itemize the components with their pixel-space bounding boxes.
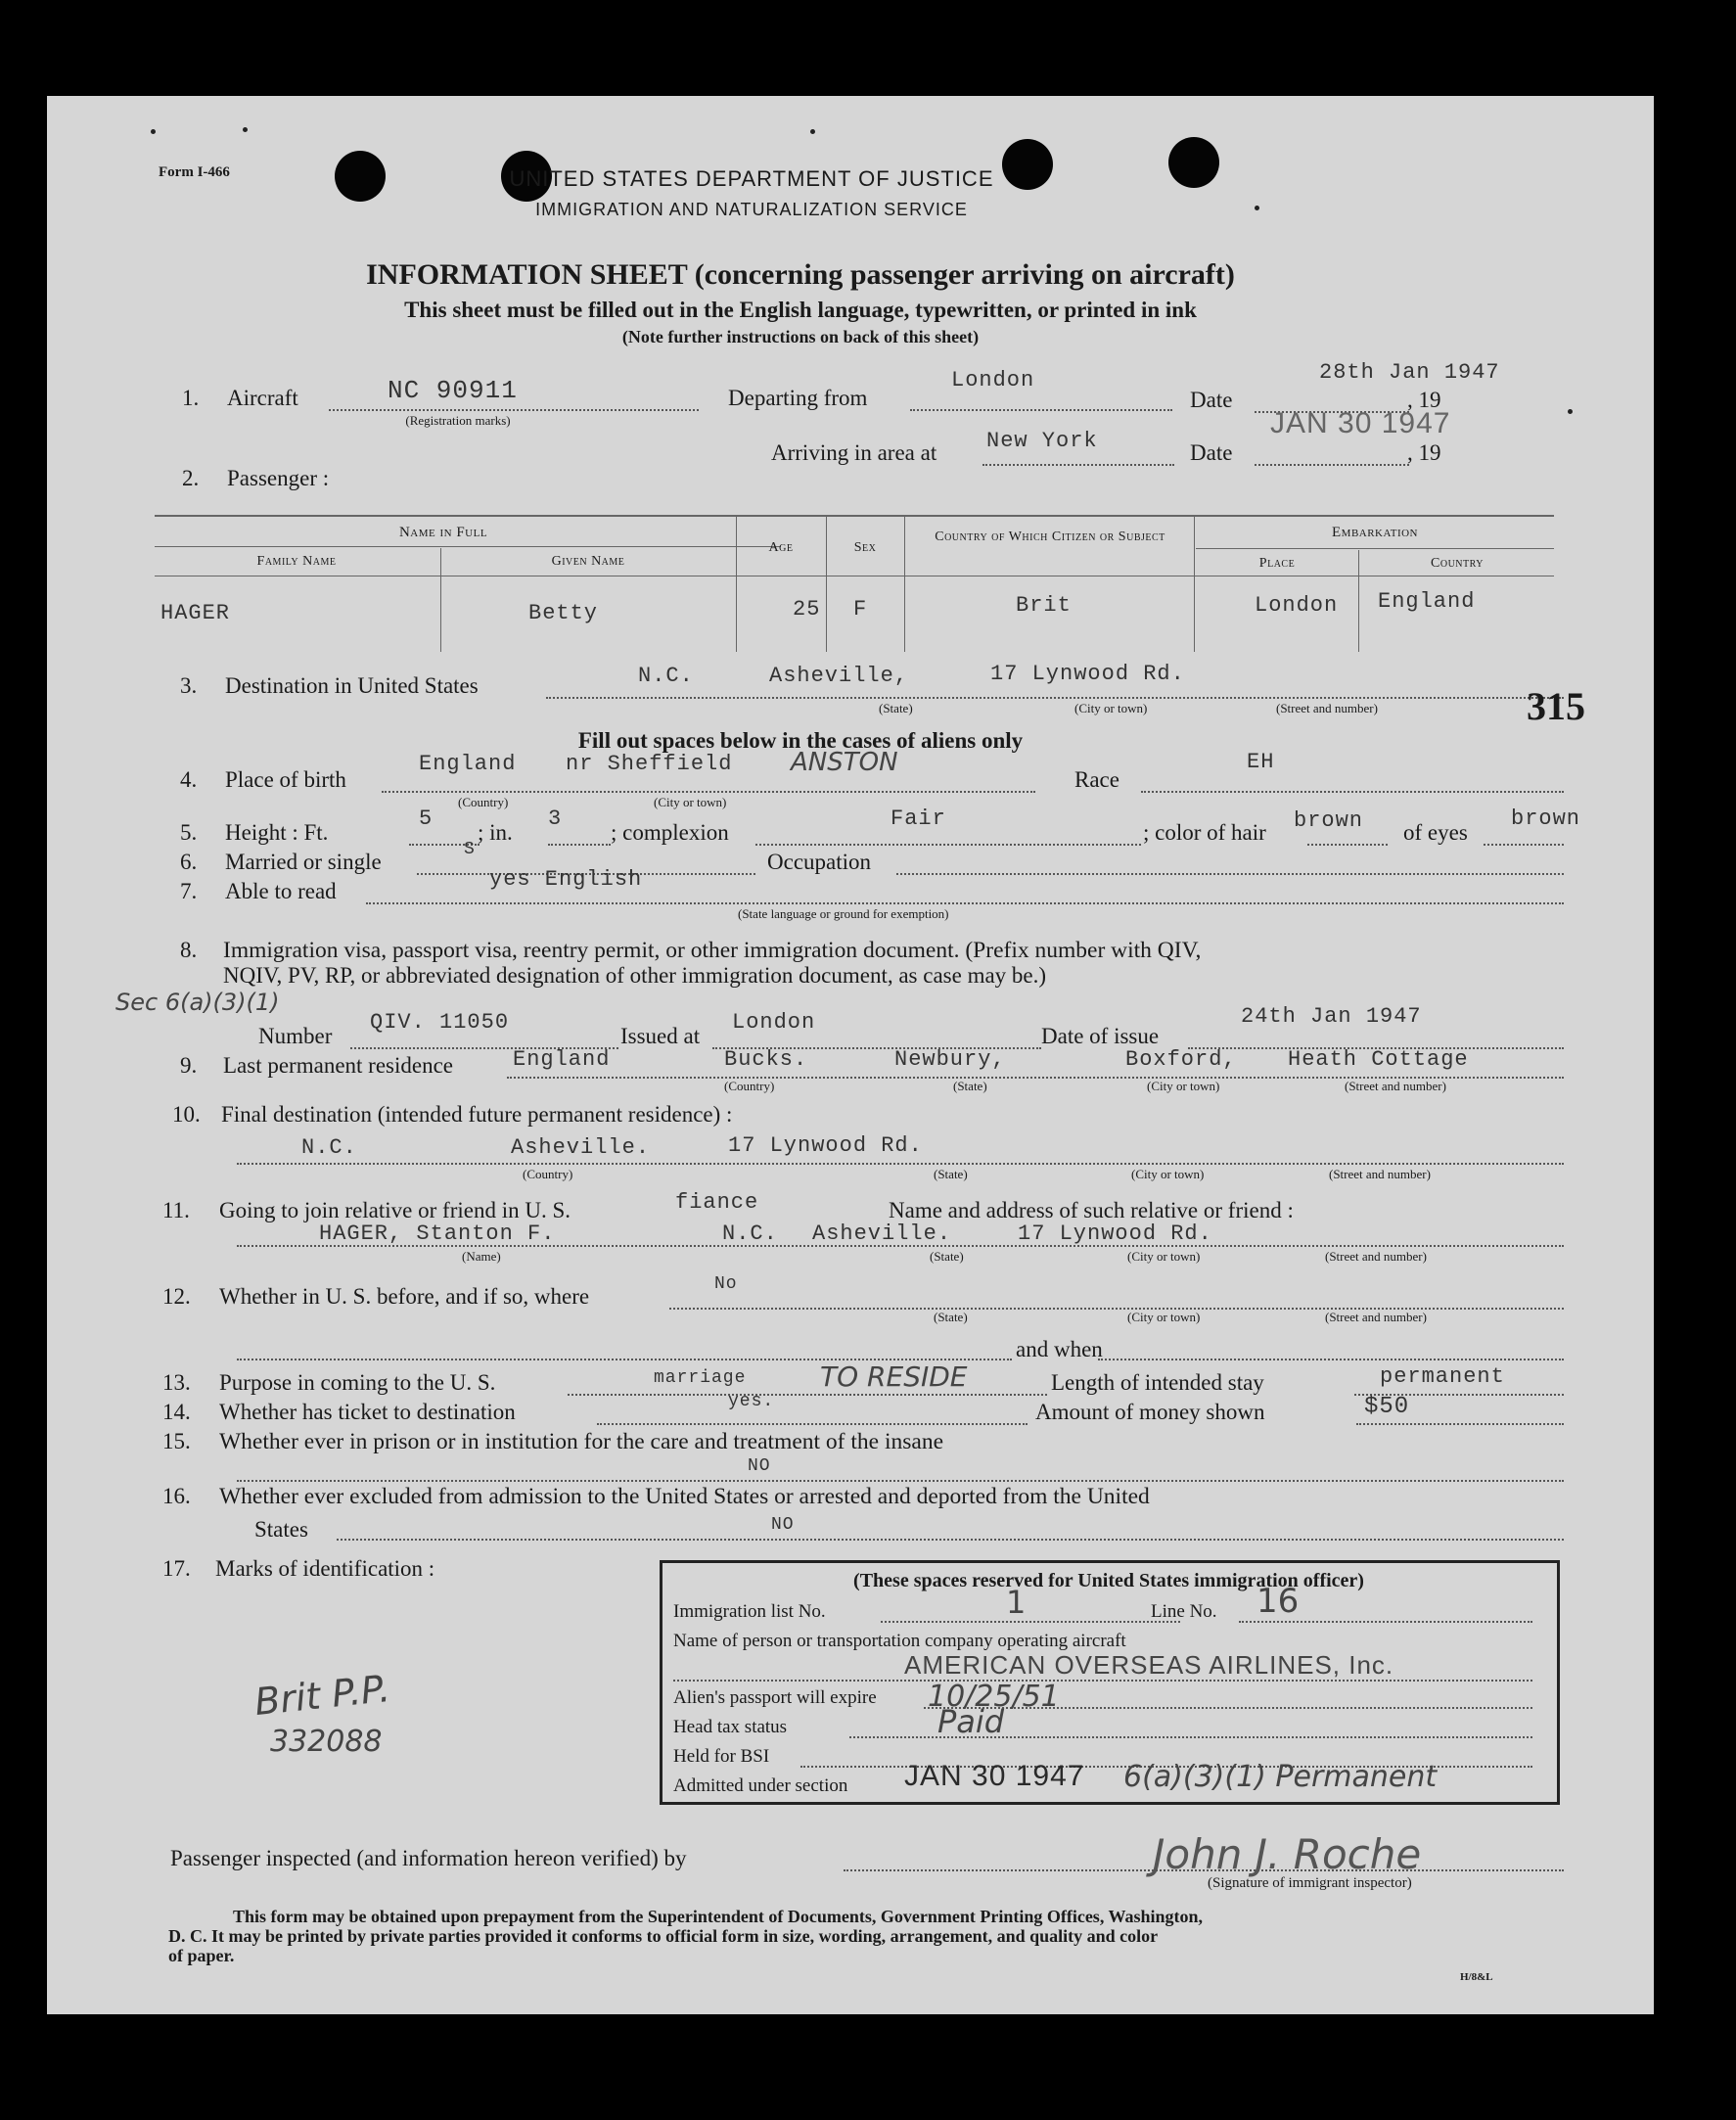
issue-date-label: Date of issue <box>1041 1024 1160 1048</box>
issued-value: London <box>732 1010 816 1035</box>
list-label: Immigration list No. <box>673 1601 826 1622</box>
destination-label: Destination in United States <box>225 673 479 698</box>
item-9-num: 9. <box>180 1053 198 1078</box>
tax-label: Head tax status <box>673 1717 788 1737</box>
col-age: Age <box>768 540 794 555</box>
relative-city: Asheville. <box>812 1221 952 1246</box>
destination-state: N.C. <box>638 664 694 688</box>
footer-line-3: of paper. <box>168 1946 235 1965</box>
company-label: Name of person or transportation company operating aircraft <box>673 1631 1126 1651</box>
marks-handwritten-2: 332088 <box>270 1725 383 1759</box>
instruction-line: This sheet must be filled out in the English language, typewritten, or printed in ink <box>404 298 1197 322</box>
relative-street: 17 Lynwood Rd. <box>1018 1221 1212 1246</box>
hair-label: ; color of hair <box>1143 820 1266 845</box>
caption-name-11: (Name) <box>462 1249 501 1264</box>
read-label: Able to read <box>225 879 337 903</box>
visa-number: QIV. 11050 <box>370 1010 510 1035</box>
col-place: Place <box>1258 556 1296 571</box>
caption-city: (City or town) <box>1074 701 1148 715</box>
form-number: Form I-466 <box>159 164 230 180</box>
prison-value: NO <box>748 1456 771 1476</box>
item-12-num: 12. <box>162 1284 191 1309</box>
inches-label: ; in. <box>478 820 513 845</box>
prison-label: Whether ever in prison or in institution for the care and treatment of the insane <box>219 1429 943 1454</box>
section-handwritten: 6(a)(3)(1) Permanent <box>1123 1760 1438 1794</box>
destination-city: Asheville, <box>769 664 909 688</box>
item-4-num: 4. <box>180 767 198 792</box>
item-14-num: 14. <box>162 1400 191 1424</box>
height-inches: 3 <box>548 807 563 831</box>
read-value: yes English <box>489 867 643 892</box>
officer-box-heading: (These spaces reserved for United States immigration officer) <box>853 1570 1364 1591</box>
item-6-num: 6. <box>180 850 198 874</box>
inspected-label: Passenger inspected (and information hereon verified) by <box>170 1846 687 1870</box>
aircraft-value: NC 90911 <box>388 376 518 405</box>
number-label: Number <box>258 1024 333 1048</box>
aliens-heading: Fill out spaces below in the cases of aliens only <box>577 728 1024 753</box>
purpose-value: marriage <box>654 1368 747 1388</box>
race-label: Race <box>1074 767 1119 792</box>
caption-street-10: (Street and number) <box>1329 1167 1431 1181</box>
item-10-num: 10. <box>172 1102 201 1127</box>
footer-line-1: This form may be obtained upon prepayment from the Superintendent of Documents, Government Printing Offices, Washington, <box>233 1907 1204 1926</box>
caption-state-10: (State) <box>934 1167 968 1181</box>
residence-city-a: Newbury, <box>894 1047 1006 1072</box>
registration-caption: (Registration marks) <box>405 413 511 428</box>
cell-place: London <box>1255 593 1339 618</box>
caption-city-9: (City or town) <box>1147 1079 1220 1093</box>
item-15-num: 15. <box>162 1429 191 1453</box>
complexion-label: ; complexion <box>611 820 729 845</box>
cell-citizen: Brit <box>1016 593 1072 618</box>
caption-street-12: (Street and number) <box>1325 1310 1427 1324</box>
line-label: Line No. <box>1151 1601 1217 1622</box>
item-17-num: 17. <box>162 1556 191 1581</box>
list-value: 1 <box>1006 1584 1027 1621</box>
date-label: Date <box>1190 388 1233 412</box>
punch-hole <box>1002 139 1053 190</box>
caption-state-11: (State) <box>930 1249 964 1264</box>
section-stamp: JAN 30 1947 <box>904 1760 1085 1792</box>
passenger-label: Passenger : <box>227 466 330 490</box>
passport-label: Alien's passport will expire <box>673 1687 877 1708</box>
caption-state: (State) <box>879 701 913 715</box>
department-title: UNITED STATES DEPARTMENT OF JUSTICE <box>509 166 994 191</box>
date-suffix: , 19 <box>1407 388 1441 412</box>
birthplace-label: Place of birth <box>225 767 346 792</box>
document-text-1: Immigration visa, passport visa, reentry permit, or other immigration document. (Prefix number with QIV, <box>223 938 1202 963</box>
final-country: N.C. <box>301 1135 357 1160</box>
note-line: (Note further instructions on back of this sheet) <box>621 327 980 346</box>
caption-city-12: (City or town) <box>1127 1310 1201 1324</box>
item-3-num: 3. <box>180 673 198 698</box>
departing-value: London <box>951 368 1035 392</box>
margin-note: Sec 6(a)(3)(1) <box>115 989 280 1016</box>
item-16-num: 16. <box>162 1484 191 1508</box>
item-11-num: 11. <box>162 1198 190 1222</box>
excluded-label: Whether ever excluded from admission to the United States or arrested and deported from the United <box>219 1484 1150 1509</box>
bsi-label: Held for BSI <box>673 1746 770 1767</box>
occupation-label: Occupation <box>767 850 872 874</box>
height-feet: 5 <box>419 807 434 831</box>
item-13-num: 13. <box>162 1370 191 1395</box>
final-street: 17 Lynwood Rd. <box>728 1133 923 1158</box>
col-citizen: Country of Which Citizen or Subject <box>935 530 1165 544</box>
before-value: No <box>714 1274 738 1294</box>
money-value: $50 <box>1364 1394 1410 1420</box>
read-caption: (State language or ground for exemption) <box>738 906 949 921</box>
relative-state: N.C. <box>722 1221 778 1246</box>
caption-country-10: (Country) <box>523 1167 573 1181</box>
purpose-handwritten: TO RESIDE <box>820 1360 968 1393</box>
item-1-num: 1. <box>182 386 200 410</box>
document-text-2: NQIV, PV, RP, or abbreviated designation of other immigration document, as case may be.) <box>223 963 1047 988</box>
caption-city-10: (City or town) <box>1131 1167 1205 1181</box>
birth-country: England <box>419 752 517 776</box>
eyes-value: brown <box>1511 807 1581 831</box>
date-label-2: Date <box>1190 440 1233 465</box>
caption-country: (Country) <box>458 795 509 809</box>
residence-city-b: Boxford, <box>1125 1047 1237 1072</box>
cell-age: 25 <box>793 597 821 622</box>
passport-value: 10/25/51 <box>928 1680 1060 1714</box>
caption-street: (Street and number) <box>1276 701 1378 715</box>
caption-street-9: (Street and number) <box>1345 1079 1446 1093</box>
eyes-label: of eyes <box>1403 820 1468 845</box>
aircraft-label: Aircraft <box>227 386 298 410</box>
departure-date: 28th Jan 1947 <box>1319 360 1500 385</box>
final-destination-label: Final destination (intended future permanent residence) : <box>221 1102 733 1127</box>
item-5-num: 5. <box>180 820 198 845</box>
join-label: Going to join relative or friend in U. S. <box>219 1198 571 1222</box>
footer-code: H/8&L <box>1460 1971 1493 1983</box>
ticket-label: Whether has ticket to destination <box>219 1400 516 1424</box>
marks-handwritten-1: Brit P.P. <box>252 1666 392 1725</box>
caption-city-11: (City or town) <box>1127 1249 1201 1264</box>
item-8-num: 8. <box>180 938 198 962</box>
caption-country-9: (Country) <box>724 1079 775 1093</box>
cell-sex: F <box>853 597 868 622</box>
married-value: S <box>464 840 476 859</box>
birth-city: nr Sheffield <box>566 752 733 776</box>
service-title: IMMIGRATION AND NATURALIZATION SERVICE <box>535 200 968 219</box>
page-title: INFORMATION SHEET (concerning passenger arriving on aircraft) <box>366 258 1235 291</box>
col-sex: Sex <box>853 540 877 555</box>
item-2-num: 2. <box>182 466 200 490</box>
married-label: Married or single <box>225 850 382 874</box>
issued-label: Issued at <box>620 1024 701 1048</box>
line-value: 16 <box>1256 1582 1300 1621</box>
cell-country: England <box>1378 589 1476 614</box>
arriving-value: New York <box>986 429 1098 453</box>
relative-label: Name and address of such relative or friend : <box>889 1198 1294 1222</box>
name-in-full-heading: Name in Full <box>398 525 488 540</box>
embarkation-heading: Embarkation <box>1332 525 1418 540</box>
col-family-name: Family Name <box>256 554 337 569</box>
caption-state-9: (State) <box>953 1079 987 1093</box>
cell-family-name: HAGER <box>160 601 231 625</box>
form-sheet <box>47 96 1654 2014</box>
race-value: EH <box>1247 750 1275 774</box>
destination-street: 17 Lynwood Rd. <box>990 662 1185 686</box>
caption-street-11: (Street and number) <box>1325 1249 1427 1264</box>
residence-country: England <box>513 1047 611 1072</box>
punch-hole <box>335 151 386 202</box>
relative-name: HAGER, Stanton F. <box>319 1221 556 1246</box>
complexion-value: Fair <box>891 807 946 831</box>
caption-state-12: (State) <box>934 1310 968 1324</box>
ticket-value: yes. <box>728 1392 775 1411</box>
company-stamp: AMERICAN OVERSEAS AIRLINES, Inc. <box>904 1650 1394 1680</box>
departing-label: Departing from <box>728 386 868 410</box>
issue-date: 24th Jan 1947 <box>1241 1004 1422 1029</box>
hair-value: brown <box>1294 808 1364 833</box>
caption-city-4: (City or town) <box>654 795 727 809</box>
join-relation: fiance <box>675 1190 759 1215</box>
purpose-label: Purpose in coming to the U. S. <box>219 1370 496 1395</box>
arrival-date-stamp: JAN 30 1947 <box>1270 407 1451 439</box>
before-label: Whether in U. S. before, and if so, where <box>219 1284 590 1309</box>
stay-label: Length of intended stay <box>1051 1370 1264 1395</box>
excluded-label-2: States <box>254 1517 308 1542</box>
final-city: Asheville. <box>511 1135 651 1160</box>
date-suffix-2: , 19 <box>1407 440 1441 465</box>
footer-line-2: D. C. It may be printed by private parties provided it conforms to official form in size, wording, arrangement, and quality and color <box>168 1926 1159 1946</box>
and-when-label: and when <box>1016 1337 1103 1361</box>
excluded-value: NO <box>771 1515 795 1535</box>
punch-hole <box>1168 137 1219 188</box>
tax-value: Paid <box>937 1703 1005 1740</box>
residence-state: Bucks. <box>724 1047 808 1072</box>
stay-value: permanent <box>1380 1364 1505 1389</box>
item-7-num: 7. <box>180 879 198 903</box>
section-label: Admitted under section <box>673 1775 848 1796</box>
height-label: Height : Ft. <box>225 820 329 845</box>
marks-label: Marks of identification : <box>215 1556 435 1581</box>
residence-street: Heath Cottage <box>1288 1047 1469 1072</box>
side-number: 315 <box>1527 684 1585 728</box>
signature-caption: (Signature of immigrant inspector) <box>1208 1875 1412 1891</box>
cell-given-name: Betty <box>528 601 599 625</box>
birth-town-handwritten: ANSTON <box>791 748 898 777</box>
col-country: Country <box>1431 556 1484 571</box>
arriving-label: Arriving in area at <box>771 440 937 465</box>
residence-label: Last permanent residence <box>223 1053 453 1078</box>
col-given-name: Given Name <box>551 554 625 569</box>
money-label: Amount of money shown <box>1035 1400 1265 1424</box>
inspector-signature: John J. Roche <box>1153 1830 1422 1878</box>
